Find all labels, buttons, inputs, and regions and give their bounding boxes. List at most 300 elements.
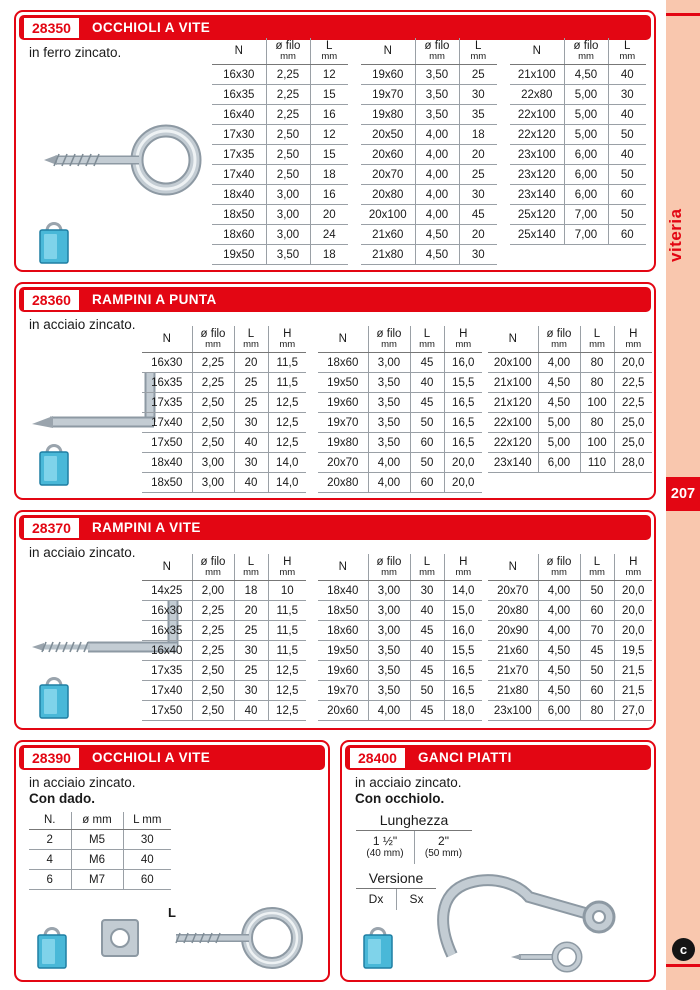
- table-cell: 2,00: [192, 581, 234, 601]
- table-cell: 3,50: [368, 413, 410, 433]
- table-cell: 23x100: [510, 145, 564, 165]
- table-cell: 20,0: [614, 581, 652, 601]
- table-cell: 20x50: [361, 125, 415, 145]
- table-cell: 21x100: [510, 65, 564, 85]
- table-cell: 22x100: [488, 413, 538, 433]
- table-cell: 3,00: [368, 353, 410, 373]
- table-row: [212, 85, 348, 105]
- section-header: [345, 745, 651, 770]
- table-row: [488, 641, 652, 661]
- table-cell: 70: [580, 621, 614, 641]
- table-cell: 16x35: [142, 621, 192, 641]
- table-cell: 23x140: [488, 453, 538, 473]
- table-row: [318, 601, 482, 621]
- section-title: OCCHIOLI A VITE: [91, 20, 211, 35]
- column-header: N: [318, 326, 368, 353]
- table-cell: 22x120: [488, 433, 538, 453]
- table-cell: 60: [580, 601, 614, 621]
- table-cell: 4: [29, 850, 71, 870]
- column-header: N.: [29, 812, 71, 830]
- table-cell: 30: [608, 85, 646, 105]
- table-row: [142, 393, 306, 413]
- table-cell: 20,0: [444, 473, 482, 493]
- sidebar-top-rule: [666, 13, 700, 16]
- table-cell: 12: [310, 65, 348, 85]
- column-header: L mm: [459, 38, 497, 65]
- table-cell: 28,0: [614, 453, 652, 473]
- table-cell: 3,50: [368, 433, 410, 453]
- column-header: L mm: [580, 554, 614, 581]
- table-cell: 17x35: [212, 145, 266, 165]
- table-row: [142, 661, 306, 681]
- table-cell: 3,50: [368, 373, 410, 393]
- table-cell: 18x40: [212, 185, 266, 205]
- table-cell: 15,5: [444, 641, 482, 661]
- table-row: [142, 601, 306, 621]
- column-header: N: [212, 38, 266, 65]
- section-header: [19, 745, 325, 770]
- column-header: H mm: [614, 554, 652, 581]
- table-cell: 20,0: [444, 453, 482, 473]
- table-row: [488, 433, 652, 453]
- section-note: Con dado.: [29, 791, 95, 806]
- length-option: 1 ½" (40 mm): [366, 834, 404, 859]
- table-row: [142, 353, 306, 373]
- table-cell: 20,0: [614, 601, 652, 621]
- table-cell: 19x70: [318, 413, 368, 433]
- section-title: OCCHIOLI A VITE: [91, 750, 211, 765]
- table-cell: 25: [459, 165, 497, 185]
- package-icon: [36, 217, 72, 267]
- column-header: L mm: [234, 554, 268, 581]
- table-row: [318, 661, 482, 681]
- table-cell: 30: [459, 185, 497, 205]
- table-cell: 4,00: [415, 165, 459, 185]
- table-cell: 4,50: [538, 641, 580, 661]
- column-header: H mm: [444, 326, 482, 353]
- section-description: in acciaio zincato.: [29, 545, 136, 560]
- table-cell: 20x60: [318, 701, 368, 721]
- category-label: viteria: [666, 208, 685, 262]
- table-cell: 30: [234, 453, 268, 473]
- table-cell: 11,5: [268, 601, 306, 621]
- table-cell: 19x50: [212, 245, 266, 265]
- package-icon: [36, 439, 72, 489]
- table-row: [29, 850, 171, 870]
- product-table: [488, 554, 652, 721]
- table-cell: 22x100: [510, 105, 564, 125]
- length-option: 2" (50 mm): [414, 831, 472, 864]
- table-cell: 12,5: [268, 393, 306, 413]
- table-row: [318, 641, 482, 661]
- table-cell: 45: [410, 621, 444, 641]
- version-option: Sx: [396, 889, 436, 910]
- table-row: [318, 453, 482, 473]
- table-cell: 25,0: [614, 433, 652, 453]
- table-row: [212, 65, 348, 85]
- table-cell: 50: [410, 453, 444, 473]
- table-cell: 50: [608, 205, 646, 225]
- table-row: [488, 661, 652, 681]
- table-cell: 20: [459, 225, 497, 245]
- table-cell: 16x40: [212, 105, 266, 125]
- table-cell: 3,00: [192, 453, 234, 473]
- sidebar-bottom-rule: [666, 964, 700, 967]
- table-cell: 17x40: [212, 165, 266, 185]
- table-cell: 15: [310, 145, 348, 165]
- table-cell: 80: [580, 353, 614, 373]
- table-row: [361, 145, 497, 165]
- table-row: [318, 581, 482, 601]
- table-cell: 18x40: [318, 581, 368, 601]
- table-cell: 22,5: [614, 373, 652, 393]
- table-cell: 2,25: [192, 353, 234, 373]
- table-cell: 4,00: [368, 701, 410, 721]
- product-table: [510, 38, 646, 245]
- table-cell: 4,00: [538, 601, 580, 621]
- package-icon: [34, 922, 70, 972]
- column-header: L mm: [234, 326, 268, 353]
- table-cell: 16,0: [444, 621, 482, 641]
- table-cell: 4,50: [538, 661, 580, 681]
- table-cell: 30: [234, 681, 268, 701]
- table-row: [29, 830, 171, 850]
- column-header: N: [510, 38, 564, 65]
- table-row: [361, 105, 497, 125]
- table-cell: 40: [410, 373, 444, 393]
- column-header: ø filo mm: [192, 326, 234, 353]
- table-cell: 20x80: [318, 473, 368, 493]
- table-cell: 27,0: [614, 701, 652, 721]
- table-row: [142, 581, 306, 601]
- table-cell: 40: [410, 601, 444, 621]
- table-cell: 4,00: [538, 621, 580, 641]
- table-cell: 19x80: [318, 433, 368, 453]
- table-cell: 30: [459, 85, 497, 105]
- section-rampini-a-vite: [14, 510, 656, 730]
- table-cell: 18x50: [142, 473, 192, 493]
- table-row: [142, 681, 306, 701]
- screw-eye-illustration: [41, 112, 221, 202]
- table-cell: 60: [410, 433, 444, 453]
- table-cell: 2,50: [266, 125, 310, 145]
- table-cell: 25x120: [510, 205, 564, 225]
- table-cell: 60: [608, 225, 646, 245]
- table-cell: 3,00: [266, 205, 310, 225]
- table-row: [488, 581, 652, 601]
- table-row: [212, 165, 348, 185]
- table-row: [142, 701, 306, 721]
- table-cell: 40: [608, 105, 646, 125]
- table-cell: 45: [410, 661, 444, 681]
- table-cell: 25,0: [614, 413, 652, 433]
- column-header: L mm: [123, 812, 171, 830]
- table-cell: 40: [608, 145, 646, 165]
- table-row: [361, 125, 497, 145]
- table-cell: 18x60: [318, 621, 368, 641]
- length-options-title: Lunghezza: [356, 812, 472, 831]
- table-cell: 25: [459, 65, 497, 85]
- table-cell: 14x25: [142, 581, 192, 601]
- table-cell: 50: [410, 413, 444, 433]
- table-row: [318, 393, 482, 413]
- table-row: [212, 125, 348, 145]
- column-header: L mm: [310, 38, 348, 65]
- table-cell: 11,5: [268, 621, 306, 641]
- table-cell: 30: [410, 581, 444, 601]
- table-cell: 3,00: [266, 225, 310, 245]
- table-cell: 15,5: [444, 373, 482, 393]
- table-cell: 50: [608, 125, 646, 145]
- column-header: N: [488, 326, 538, 353]
- table-row: [212, 185, 348, 205]
- section-code: 28400: [350, 748, 405, 768]
- table-cell: 15: [310, 85, 348, 105]
- table-cell: 16x40: [142, 641, 192, 661]
- table-cell: 21,5: [614, 661, 652, 681]
- section-title: RAMPINI A PUNTA: [91, 292, 217, 307]
- table-cell: 20: [459, 145, 497, 165]
- table-cell: 30: [123, 830, 171, 850]
- table-cell: 50: [580, 581, 614, 601]
- column-header: N: [142, 554, 192, 581]
- table-cell: M7: [71, 870, 123, 890]
- table-cell: 4,00: [538, 581, 580, 601]
- table-cell: 11,5: [268, 641, 306, 661]
- table-cell: 20x100: [361, 205, 415, 225]
- table-cell: 17x40: [142, 681, 192, 701]
- table-cell: 22x120: [510, 125, 564, 145]
- table-cell: 35: [459, 105, 497, 125]
- table-cell: 4,50: [538, 373, 580, 393]
- section-note: Con occhiolo.: [355, 791, 445, 806]
- table-cell: 18: [310, 165, 348, 185]
- column-header: N: [488, 554, 538, 581]
- table-cell: 19x80: [361, 105, 415, 125]
- table-cell: M6: [71, 850, 123, 870]
- table-cell: 20x70: [488, 581, 538, 601]
- table-row: [212, 105, 348, 125]
- table-cell: 16: [310, 185, 348, 205]
- table-cell: 16: [310, 105, 348, 125]
- table-cell: 14,0: [268, 473, 306, 493]
- table-cell: 2,25: [266, 105, 310, 125]
- table-cell: 10: [268, 581, 306, 601]
- table-cell: 4,50: [538, 681, 580, 701]
- package-icon: [360, 922, 396, 972]
- product-table: [488, 326, 652, 473]
- table-cell: 3,00: [368, 581, 410, 601]
- table-row: [212, 145, 348, 165]
- table-cell: 40: [234, 433, 268, 453]
- table-cell: 25: [234, 661, 268, 681]
- table-cell: 16,5: [444, 413, 482, 433]
- table-row: [318, 681, 482, 701]
- table-cell: 20x70: [318, 453, 368, 473]
- table-cell: 50: [608, 165, 646, 185]
- table-cell: 18x40: [142, 453, 192, 473]
- section-title: GANCI PIATTI: [417, 750, 512, 765]
- table-row: [318, 353, 482, 373]
- table-cell: 7,00: [564, 225, 608, 245]
- section-header: [19, 515, 651, 540]
- table-cell: 4,00: [415, 145, 459, 165]
- table-cell: 80: [580, 413, 614, 433]
- table-cell: 21x120: [488, 393, 538, 413]
- table-row: [212, 245, 348, 265]
- table-cell: 6,00: [564, 145, 608, 165]
- table-row: [361, 165, 497, 185]
- table-cell: 6,00: [564, 165, 608, 185]
- table-row: [488, 453, 652, 473]
- table-cell: 3,50: [368, 681, 410, 701]
- column-header: ø filo mm: [266, 38, 310, 65]
- table-cell: 20,0: [614, 353, 652, 373]
- table-row: [142, 641, 306, 661]
- section-occhioli-a-vite-ferro: [14, 10, 656, 272]
- table-row: [510, 85, 646, 105]
- product-table: [142, 326, 306, 493]
- table-cell: 19x50: [318, 373, 368, 393]
- table-cell: 17x40: [142, 413, 192, 433]
- table-cell: 2,50: [266, 145, 310, 165]
- table-cell: 4,00: [368, 453, 410, 473]
- table-row: [142, 433, 306, 453]
- table-cell: 17x30: [212, 125, 266, 145]
- section-description: in acciaio zincato.: [355, 775, 462, 790]
- table-row: [318, 473, 482, 493]
- table-cell: 6: [29, 870, 71, 890]
- table-cell: 16,5: [444, 433, 482, 453]
- table-cell: 2,50: [192, 433, 234, 453]
- table-cell: 40: [123, 850, 171, 870]
- column-header: ø filo mm: [368, 554, 410, 581]
- flat-hook-illustration: [427, 857, 647, 977]
- column-header: ø filo mm: [538, 326, 580, 353]
- section-ganci-piatti: [340, 740, 656, 982]
- table-row: [510, 145, 646, 165]
- table-cell: 14,0: [268, 453, 306, 473]
- page-number: 207: [666, 477, 700, 511]
- table-cell: 16x30: [142, 353, 192, 373]
- table-cell: 3,50: [368, 661, 410, 681]
- table-row: [510, 185, 646, 205]
- table-cell: 5,00: [538, 413, 580, 433]
- table-cell: 50: [410, 681, 444, 701]
- table-cell: 20x90: [488, 621, 538, 641]
- table-row: [142, 413, 306, 433]
- table-cell: 2,25: [266, 65, 310, 85]
- table-cell: 24: [310, 225, 348, 245]
- column-header: ø filo mm: [415, 38, 459, 65]
- table-cell: 5,00: [564, 125, 608, 145]
- table-cell: 17x50: [142, 701, 192, 721]
- table-cell: 19x70: [318, 681, 368, 701]
- table-cell: 4,50: [415, 245, 459, 265]
- table-row: [510, 125, 646, 145]
- section-title: RAMPINI A VITE: [91, 520, 201, 535]
- column-header: H mm: [444, 554, 482, 581]
- table-row: [510, 65, 646, 85]
- version-option: Dx: [368, 892, 384, 906]
- table-cell: 19x60: [361, 65, 415, 85]
- table-cell: 3,50: [415, 85, 459, 105]
- table-cell: 30: [234, 413, 268, 433]
- table-cell: 2,25: [192, 373, 234, 393]
- section-code: 28370: [24, 518, 79, 538]
- table-cell: 3,50: [368, 641, 410, 661]
- table-row: [361, 245, 497, 265]
- table-cell: 40: [608, 65, 646, 85]
- table-cell: 14,0: [444, 581, 482, 601]
- table-cell: 3,00: [266, 185, 310, 205]
- table-cell: 6,00: [538, 701, 580, 721]
- version-options-table: [356, 870, 436, 910]
- table-row: [318, 701, 482, 721]
- column-header: L mm: [410, 554, 444, 581]
- table-row: [488, 681, 652, 701]
- table-cell: 3,00: [368, 621, 410, 641]
- table-cell: 30: [459, 245, 497, 265]
- table-cell: 2,50: [192, 661, 234, 681]
- table-row: [361, 205, 497, 225]
- table-cell: 12: [310, 125, 348, 145]
- table-cell: 2,50: [192, 393, 234, 413]
- table-cell: 16,5: [444, 393, 482, 413]
- table-cell: 25x140: [510, 225, 564, 245]
- table-cell: 19x50: [318, 641, 368, 661]
- table-row: [142, 453, 306, 473]
- column-header: N: [361, 38, 415, 65]
- table-cell: 40: [234, 473, 268, 493]
- table-cell: 2,50: [266, 165, 310, 185]
- table-cell: 45: [410, 701, 444, 721]
- table-cell: 110: [580, 453, 614, 473]
- table-cell: 12,5: [268, 701, 306, 721]
- table-row: [361, 85, 497, 105]
- section-header: [19, 287, 651, 312]
- table-row: [510, 165, 646, 185]
- table-row: [318, 413, 482, 433]
- section-rampini-a-punta: [14, 282, 656, 500]
- table-cell: 18x60: [318, 353, 368, 373]
- table-cell: 5,00: [564, 105, 608, 125]
- table-cell: 23x140: [510, 185, 564, 205]
- table-row: [510, 205, 646, 225]
- table-cell: 17x35: [142, 661, 192, 681]
- table-row: [361, 225, 497, 245]
- table-cell: 30: [234, 641, 268, 661]
- table-cell: 2,25: [266, 85, 310, 105]
- table-cell: 18: [459, 125, 497, 145]
- table-cell: 16,5: [444, 661, 482, 681]
- table-cell: 100: [580, 433, 614, 453]
- table-cell: 25: [234, 373, 268, 393]
- table-cell: 20: [234, 353, 268, 373]
- table-cell: 4,50: [415, 225, 459, 245]
- table-cell: 60: [608, 185, 646, 205]
- column-header: ø filo mm: [538, 554, 580, 581]
- table-row: [488, 413, 652, 433]
- brand-logo: c: [672, 938, 695, 961]
- table-cell: 16x30: [142, 601, 192, 621]
- table-cell: 2,50: [192, 681, 234, 701]
- table-row: [488, 373, 652, 393]
- table-cell: 20x70: [361, 165, 415, 185]
- table-cell: 11,5: [268, 353, 306, 373]
- table-cell: 12,5: [268, 681, 306, 701]
- table-cell: 15,0: [444, 601, 482, 621]
